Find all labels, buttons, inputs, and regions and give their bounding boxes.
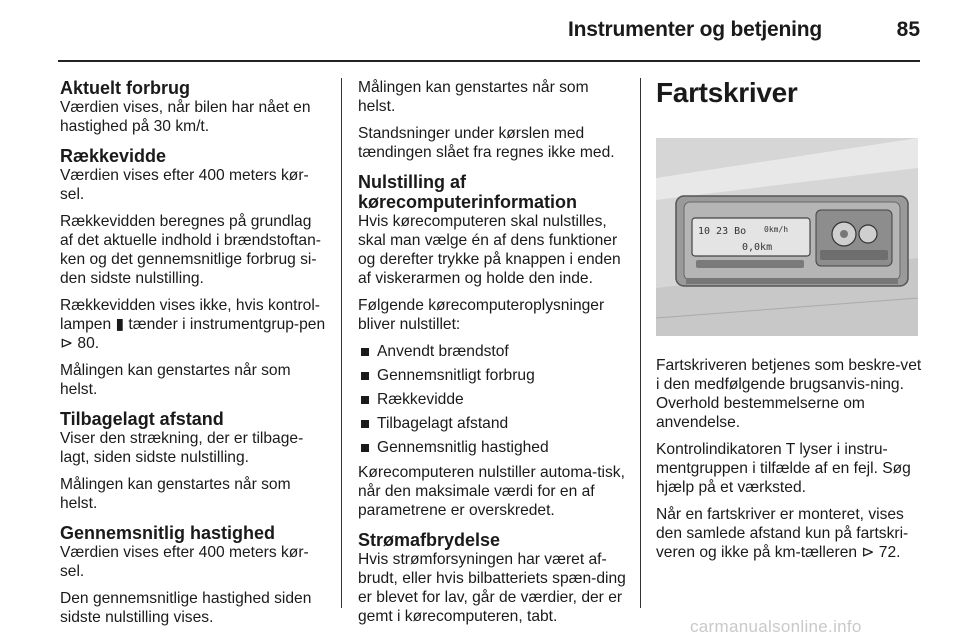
section-heading: Tilbagelagt afstand	[60, 409, 224, 429]
column-3	[656, 78, 924, 570]
paragraph: Rækkevidden vises ikke, hvis kontrol-lampen ▮ tænder i instrumentgrup-pen ⊳ 80.	[60, 297, 326, 352]
display-line-1: 10 23 Bo	[698, 226, 747, 237]
paragraph: Værdien vises efter 400 meters kør-sel.	[60, 167, 309, 203]
tachograph-illustration	[656, 138, 918, 336]
paragraph: Fartskriveren betjenes som beskre-vet i den medfølgende brugsanvis-ning. Overhold bestemmelserne om anvendelse.	[656, 357, 922, 431]
paragraph: Målingen kan genstartes når som helst.	[60, 476, 291, 512]
column-1	[60, 78, 326, 635]
section-reset	[358, 172, 626, 520]
section-heading: Aktuelt forbrug	[60, 78, 190, 98]
paragraph: Kontrolindikatoren T lyser i instru-mentgruppen i tilfælde af en fejl. Søg hjælp på et værksted.	[656, 441, 911, 496]
section-range	[60, 146, 326, 399]
paragraph: Når en fartskriver er monteret, vises den samlede afstand kun på fartskri-veren og ikke på km-tælleren ⊳ 72.	[656, 506, 909, 561]
section-heading: Rækkevidde	[60, 146, 167, 166]
paragraph: Hvis strømforsyningen har været af-brudt, eller hvis bilbatteriets spæn-ding er blevet for lav, går de værdier, der er gemt i kørecomputeren, tabt.	[358, 551, 626, 625]
section-heading: Strømafbrydelse	[358, 530, 501, 550]
display-unit: 0km/h	[764, 225, 789, 234]
header-rule	[58, 60, 920, 62]
paragraph: Hvis kørecomputeren skal nulstilles, skal man vælge én af dens funktioner og derefter trykke på knappen i enden af viskerarmen og holde den inde.	[358, 213, 621, 287]
list-item: Tilbagelagt afstand	[358, 414, 626, 433]
section-distance	[60, 409, 326, 513]
watermark: carmanualsonline.info	[690, 617, 862, 636]
section-power-failure	[358, 530, 626, 626]
paragraph: Kørecomputeren nulstiller automa-tisk, når den maksimale værdi for en af parametrene er overskredet.	[358, 464, 625, 519]
paragraph: Målingen kan genstartes når som helst.	[358, 79, 589, 115]
section-current-consumption	[60, 78, 326, 136]
paragraph: Den gennemsnitlige hastighed siden sidste nulstilling vises.	[60, 590, 312, 626]
list-item: Rækkevidde	[358, 390, 626, 409]
paragraph: Standsninger under kørslen med tændingen slået fra regnes ikke med.	[358, 125, 615, 161]
paragraph: Værdien vises, når bilen har nået en hastighed på 30 km/t.	[60, 99, 311, 135]
list-item: Anvendt brændstof	[358, 342, 626, 361]
paragraph: Følgende kørecomputeroplysninger bliver nulstillet:	[358, 297, 605, 333]
display-line-2: 0,0km	[742, 242, 773, 253]
section-heading: Gennemsnitlig hastighed	[60, 523, 276, 543]
paragraph: Målingen kan genstartes når som helst.	[60, 362, 291, 398]
reset-list	[358, 342, 626, 457]
list-item: Gennemsnitlig hastighed	[358, 438, 626, 457]
column-divider-1	[341, 78, 342, 608]
column-2	[358, 78, 626, 634]
section-average-speed	[60, 523, 326, 627]
paragraph: Viser den strækning, der er tilbage-lagt, siden sidste nulstilling.	[60, 430, 304, 466]
page-header	[0, 0, 960, 62]
column-divider-2	[640, 78, 641, 608]
section-title-tachograph: Fartskriver	[656, 77, 798, 108]
chapter-title: Instrumenter og betjening	[567, 18, 822, 41]
paragraph: Værdien vises efter 400 meters kør-sel.	[60, 544, 309, 580]
paragraph: Rækkevidden beregnes på grundlag af det aktuelle indhold i brændstoftan-ken og det gennemsnitlige forbrug si-den sidste nulstilling.	[60, 213, 321, 287]
list-item: Gennemsnitligt forbrug	[358, 366, 626, 385]
section-heading: Nulstilling af kørecomputerinformation	[358, 172, 578, 212]
page-number: 85	[896, 18, 920, 41]
